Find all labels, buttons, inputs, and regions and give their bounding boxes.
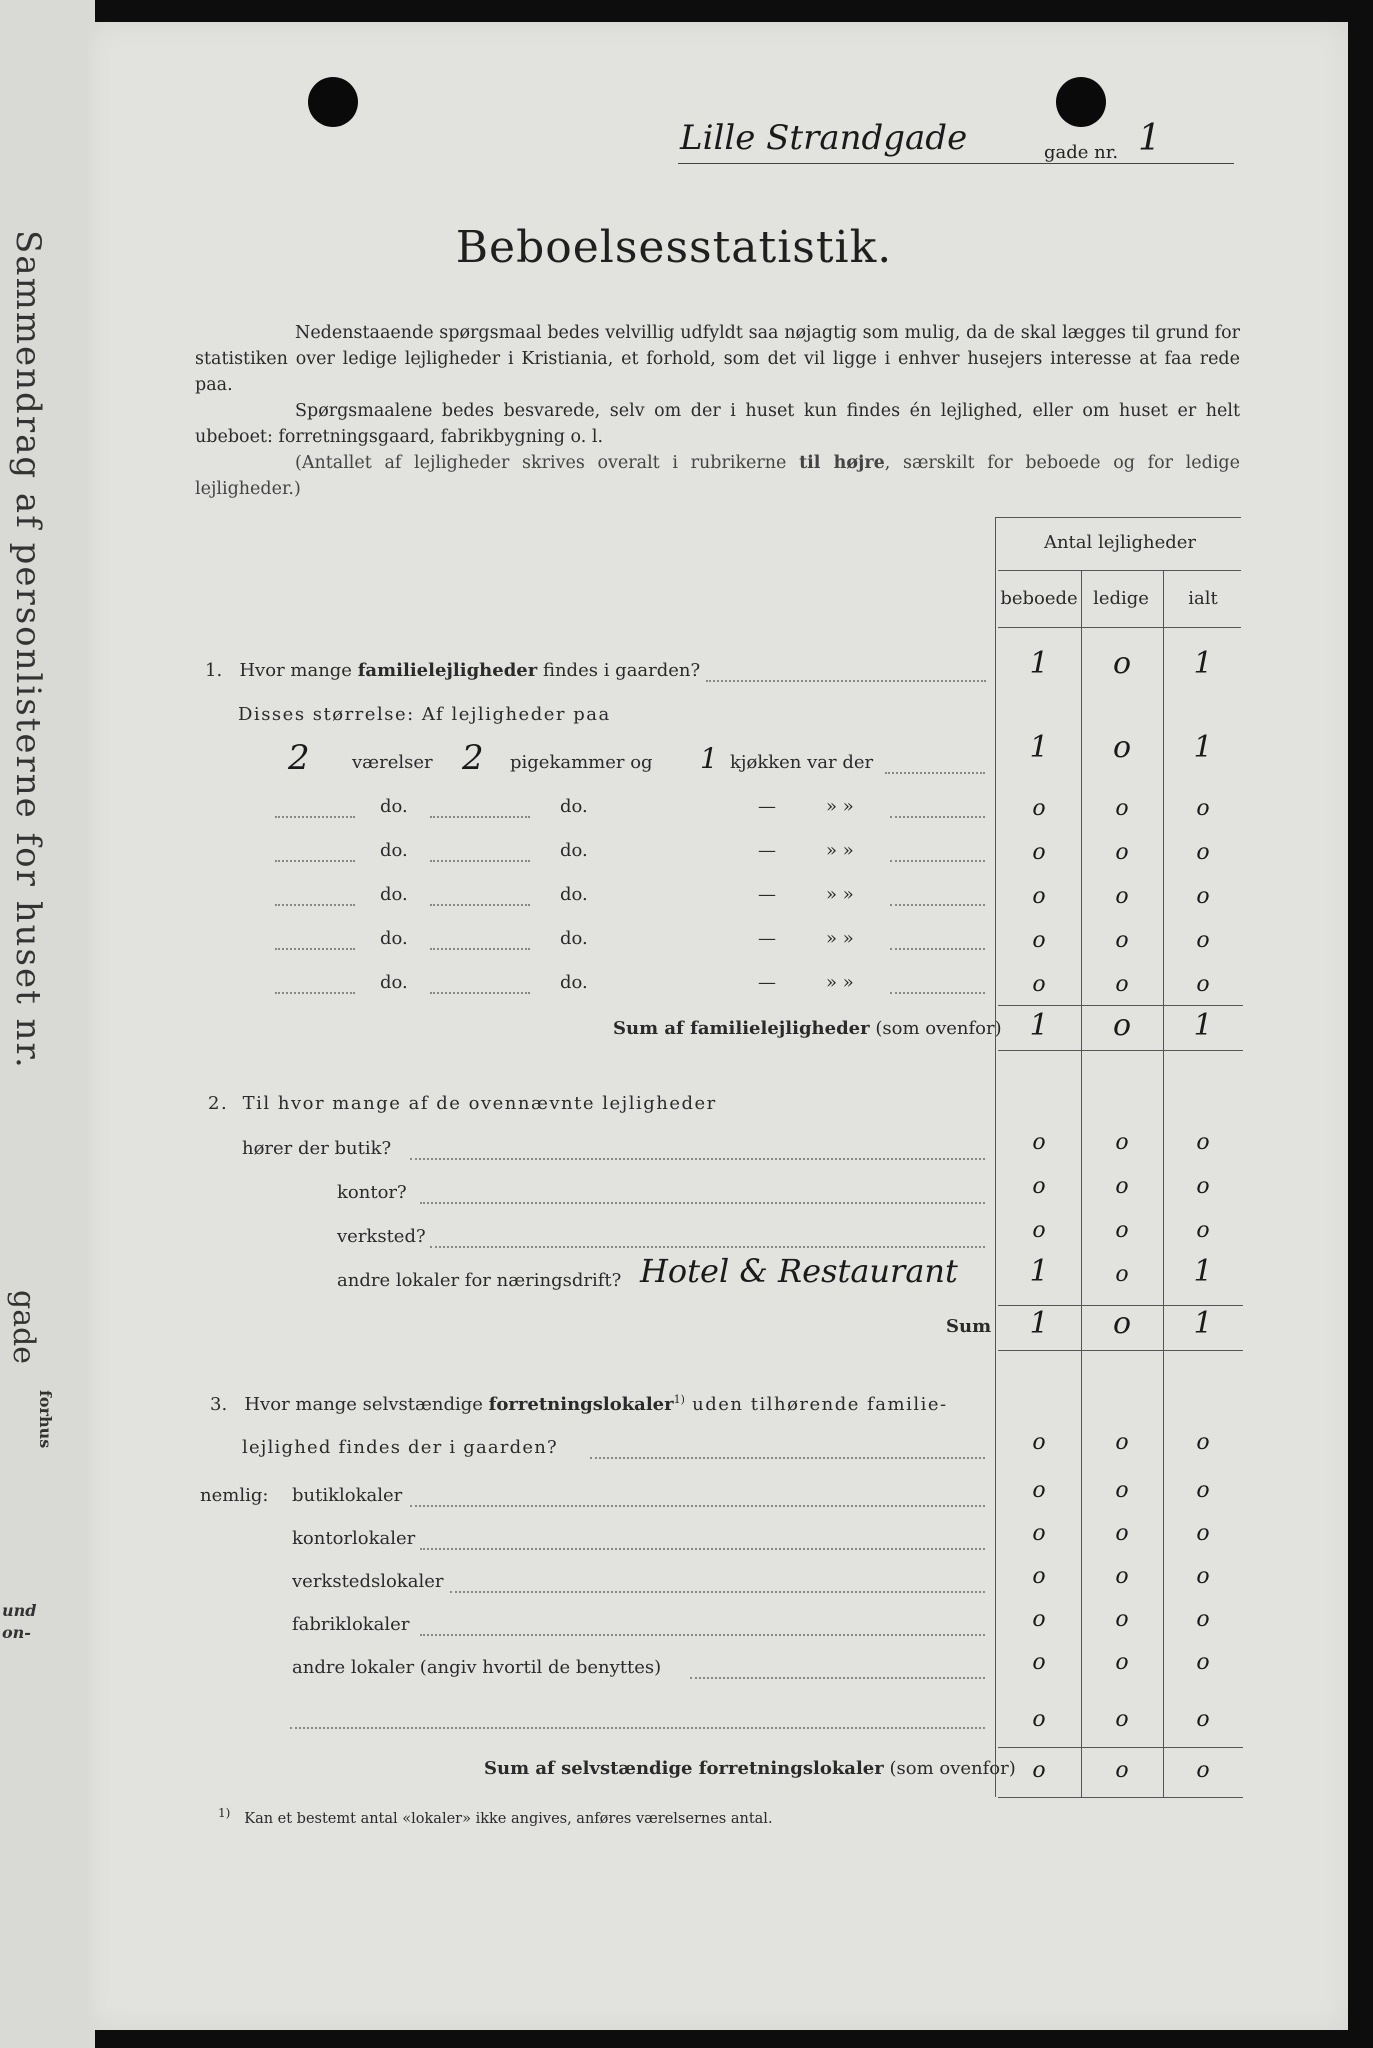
- s2-row-label: hører der butik?: [242, 1138, 392, 1159]
- s1-do-quote: » »: [826, 928, 854, 949]
- s1-do-dash: —: [758, 796, 776, 817]
- s1-sub-label: Disses størrelse: Af lejligheder paa: [238, 704, 611, 725]
- adjacent-page: [0, 0, 95, 2048]
- s1-do-blank-1: [275, 904, 355, 906]
- s1-row1-leader: [885, 772, 985, 774]
- s2-sum-label: Sum: [946, 1316, 992, 1337]
- s3-row-ialt: o: [1196, 1478, 1210, 1503]
- s2-row-ialt: o: [1196, 1130, 1210, 1155]
- street-line: [678, 163, 1234, 164]
- s1-do-beboede: o: [1032, 884, 1046, 909]
- s3-row-label: butiklokaler: [292, 1485, 403, 1506]
- s1-ialt: 1: [1193, 646, 1213, 681]
- s3-line2-ialt: o: [1196, 1430, 1210, 1455]
- s1-do-c1: do.: [380, 928, 408, 949]
- s1-do-beboede: o: [1032, 972, 1046, 997]
- s3-nemlig: nemlig:: [200, 1485, 269, 1506]
- s1-do-dash: —: [758, 840, 776, 861]
- s1-question: [205, 660, 700, 681]
- s3-line2-leader: [590, 1457, 985, 1459]
- s1-row1-ialt: 1: [1193, 730, 1213, 765]
- s1-do-blank-2: [430, 992, 530, 994]
- s1-do-blank-1: [275, 948, 355, 950]
- s1-do-dash: —: [758, 972, 776, 993]
- intro-paragraph-2: Spørgsmaalene bedes besvarede, selv om der i huset kun findes én lejlighed, eller om huset er helt ubeboet: forretningsgaard, fabrikbygning o. l.: [195, 401, 1240, 447]
- s3-row-beboede: o: [1032, 1564, 1046, 1589]
- s2-row-leader: [420, 1202, 985, 1204]
- footnote: [218, 1806, 773, 1827]
- s2-row-beboede: o: [1032, 1130, 1046, 1155]
- s1-do-ialt: o: [1196, 928, 1210, 953]
- s3-row-leader: [420, 1634, 985, 1636]
- table-top-rule: [995, 517, 1241, 518]
- table-left-rule: [995, 517, 996, 1797]
- s1-sum-ialt: 1: [1193, 1008, 1213, 1043]
- s1-do-c1: do.: [380, 796, 408, 817]
- s2-row-ledige: o: [1115, 1218, 1129, 1243]
- s2-row-ledige: o: [1115, 1174, 1129, 1199]
- s2-row-ledige: o: [1115, 1130, 1129, 1155]
- col-header-ialt: ialt: [1188, 588, 1218, 609]
- s1-do-leader: [890, 992, 985, 994]
- s2-row-label: kontor?: [337, 1182, 407, 1203]
- s3-sum-post: (som ovenfor): [883, 1758, 1016, 1779]
- s2-row-label: verksted?: [337, 1226, 426, 1247]
- s3-row-ledige: o: [1115, 1564, 1129, 1589]
- s1-do-c2: do.: [560, 884, 588, 905]
- s1-do-leader: [890, 904, 985, 906]
- s3-row-ialt: o: [1196, 1521, 1210, 1546]
- s1-do-blank-2: [430, 904, 530, 906]
- s1-do-c2: do.: [560, 928, 588, 949]
- s2-row-ledige: o: [1115, 1262, 1129, 1287]
- s3-sum-bold: Sum af selvstændige forretningslokaler: [484, 1758, 884, 1779]
- s1-do-leader: [890, 860, 985, 862]
- s2-sum-ledige: o: [1112, 1306, 1132, 1341]
- s1-do-ledige: o: [1115, 840, 1129, 865]
- s1-do-ialt: o: [1196, 884, 1210, 909]
- s1-do-blank-2: [430, 948, 530, 950]
- s1-sum-ledige: o: [1112, 1008, 1132, 1043]
- gade-nr-label: gade nr.: [1044, 142, 1119, 163]
- s1-do-blank-1: [275, 860, 355, 862]
- s1-do-ledige: o: [1115, 796, 1129, 821]
- s3-row-ledige: o: [1115, 1478, 1129, 1503]
- s3-extra-ialt: o: [1196, 1707, 1210, 1732]
- s1-do-ledige: o: [1115, 884, 1129, 909]
- table-col-rule-1: [1081, 570, 1082, 1797]
- s3-row-beboede: o: [1032, 1478, 1046, 1503]
- s3-row-beboede: o: [1032, 1521, 1046, 1546]
- table-col-rule-2: [1163, 570, 1164, 1797]
- s2-row-label: andre lokaler for næringsdrift?: [337, 1270, 622, 1291]
- s3-q-line2: lejlighed findes der i gaarden?: [242, 1437, 558, 1458]
- s2-q: Til hvor mange af de ovennævnte lejligheder: [242, 1093, 717, 1114]
- s1-sum-post: (som ovenfor): [869, 1018, 1002, 1039]
- s1-do-c1: do.: [380, 884, 408, 905]
- s3-num: 3.: [210, 1394, 228, 1415]
- s1-do-ledige: o: [1115, 972, 1129, 997]
- s3-question: [210, 1393, 948, 1415]
- col-header-beboede: beboede: [1000, 588, 1078, 609]
- s1-do-beboede: o: [1032, 796, 1046, 821]
- s1-do-c1: do.: [380, 972, 408, 993]
- s3-sum-ialt: o: [1196, 1758, 1210, 1783]
- s1-do-dash: —: [758, 884, 776, 905]
- s1-do-beboede: o: [1032, 928, 1046, 953]
- intro-p3-pre: (Antallet af lejligheder skrives overalt i rubrikerne: [295, 453, 800, 473]
- adjacent-page-vertical-text: Sammendrag af personlisterne for huset nr.: [8, 230, 48, 1070]
- s1-do-ialt: o: [1196, 840, 1210, 865]
- s3-row-ledige: o: [1115, 1607, 1129, 1632]
- s1-row1-vaerelser-label: værelser: [352, 752, 433, 773]
- s3-q-post: uden tilhørende familie-: [684, 1394, 948, 1415]
- s1-do-c2: do.: [560, 972, 588, 993]
- sum3-top-rule: [998, 1747, 1243, 1748]
- footnote-mark: 1): [218, 1806, 231, 1820]
- s2-sum-beboede: 1: [1029, 1306, 1049, 1341]
- s2-row-beboede: 1: [1029, 1254, 1049, 1289]
- s1-beboede: 1: [1029, 646, 1049, 681]
- s3-q-sup: 1): [673, 1393, 685, 1406]
- sum1-top-rule: [998, 1005, 1243, 1006]
- s2-sum-ialt: 1: [1193, 1306, 1213, 1341]
- col-header-ledige: ledige: [1093, 588, 1149, 609]
- s3-row-label: verkstedslokaler: [292, 1571, 444, 1592]
- s3-row-leader: [690, 1677, 985, 1679]
- s1-do-blank-2: [430, 816, 530, 818]
- punch-hole-left: [308, 77, 358, 127]
- s3-row-ialt: o: [1196, 1607, 1210, 1632]
- s1-row1-kjokken-label: kjøkken var der: [730, 752, 874, 773]
- s3-row-beboede: o: [1032, 1650, 1046, 1675]
- s3-sum-ledige: o: [1115, 1758, 1129, 1783]
- s3-line2-beboede: o: [1032, 1430, 1046, 1455]
- s1-q-post: findes i gaarden?: [537, 660, 701, 681]
- s1-num: 1.: [205, 660, 223, 681]
- s1-do-beboede: o: [1032, 840, 1046, 865]
- s3-row-label: andre lokaler (angiv hvortil de benyttes): [292, 1657, 662, 1678]
- intro-paragraph-3: [195, 450, 1240, 502]
- s1-do-ialt: o: [1196, 972, 1210, 997]
- s1-sum-beboede: 1: [1029, 1008, 1049, 1043]
- s3-extra-line: [290, 1727, 985, 1729]
- intro-paragraph-1: Nedenstaaende spørgsmaal bedes velvillig udfyldt saa nøjagtig som mulig, da de skal lægges til grund for statistiken over ledige lejligheder i Kristiania, et forhold, som det vil ligge i enhver husejers interesse at faa rede paa.: [195, 323, 1240, 395]
- s3-row-beboede: o: [1032, 1607, 1046, 1632]
- s3-line2-ledige: o: [1115, 1430, 1129, 1455]
- s1-do-leader: [890, 948, 985, 950]
- s1-do-blank-1: [275, 992, 355, 994]
- s1-do-ialt: o: [1196, 796, 1210, 821]
- street-name-handwritten: Lille Strandgade: [680, 118, 968, 158]
- s1-q-pre: Hvor mange: [239, 660, 358, 681]
- s1-do-ledige: o: [1115, 928, 1129, 953]
- punch-hole-right: [1056, 77, 1106, 127]
- s1-sum-bold: Sum af familielejligheder: [613, 1018, 870, 1039]
- s1-row1-vaerelser: 2: [288, 738, 310, 778]
- s1-row1-kjokken: 1: [700, 742, 718, 775]
- s3-sum-label: [484, 1758, 1016, 1779]
- s1-row1-pige: 2: [462, 738, 484, 778]
- s1-do-quote: » »: [826, 796, 854, 817]
- s1-do-quote: » »: [826, 840, 854, 861]
- s3-row-ialt: o: [1196, 1650, 1210, 1675]
- s3-row-leader: [410, 1505, 985, 1507]
- page-title: Beboelsesstatistik.: [455, 222, 893, 273]
- s3-q-pre: Hvor mange selvstændige: [244, 1394, 489, 1415]
- s3-extra-beboede: o: [1032, 1707, 1046, 1732]
- s2-row-leader: [430, 1246, 985, 1248]
- s1-do-quote: » »: [826, 972, 854, 993]
- s3-row-label: fabriklokaler: [292, 1614, 410, 1635]
- adjacent-page-fragment-1: und: [2, 1601, 37, 1620]
- s2-question: [208, 1093, 717, 1114]
- adjacent-page-forhus: forhus: [36, 1390, 55, 1449]
- adjacent-page-fragment-2: on-: [2, 1623, 31, 1642]
- footnote-text: Kan et bestemt antal «lokaler» ikke angives, anføres værelsernes antal.: [244, 1810, 773, 1827]
- s2-row-beboede: o: [1032, 1174, 1046, 1199]
- s3-extra-ledige: o: [1115, 1707, 1129, 1732]
- s3-row-leader: [450, 1591, 985, 1593]
- s1-row1-pige-label: pigekammer og: [510, 752, 653, 773]
- s2-row-ialt: 1: [1193, 1254, 1213, 1289]
- s1-do-leader: [890, 816, 985, 818]
- sum2-bottom-rule: [998, 1350, 1243, 1351]
- s1-do-c2: do.: [560, 840, 588, 861]
- s2-num: 2.: [208, 1093, 229, 1114]
- table-group-header: Antal lejligheder: [1043, 532, 1197, 553]
- s3-row-ialt: o: [1196, 1564, 1210, 1589]
- intro-p3-bold: til højre: [799, 453, 885, 473]
- s1-leader: [706, 680, 986, 682]
- s2-row-ialt: o: [1196, 1218, 1210, 1243]
- s1-do-c2: do.: [560, 796, 588, 817]
- s3-row-ledige: o: [1115, 1521, 1129, 1546]
- adjacent-page-gade: gade: [6, 1290, 41, 1365]
- s2-row-handwritten: Hotel & Restaurant: [640, 1252, 958, 1290]
- s1-do-c1: do.: [380, 840, 408, 861]
- sum3-bottom-rule: [998, 1797, 1243, 1798]
- s2-row-beboede: o: [1032, 1218, 1046, 1243]
- s3-q-bold: forretningslokaler: [488, 1394, 674, 1415]
- s3-row-ledige: o: [1115, 1650, 1129, 1675]
- s1-q-bold: familielejligheder: [357, 660, 538, 681]
- s2-row-ialt: o: [1196, 1174, 1210, 1199]
- adjacent-page-fragment: [2, 1600, 36, 1644]
- s2-row-leader: [410, 1158, 985, 1160]
- s3-row-label: kontorlokaler: [292, 1528, 416, 1549]
- s1-do-blank-1: [275, 816, 355, 818]
- s3-row-leader: [420, 1548, 985, 1550]
- s1-row1-ledige: o: [1112, 730, 1132, 765]
- table-header-rule: [998, 627, 1241, 628]
- sum1-bottom-rule: [998, 1050, 1243, 1051]
- s1-row1-beboede: 1: [1029, 730, 1049, 765]
- intro-p3-post: , særskilt for beboede og for ledige lejligheder.): [195, 453, 1240, 499]
- gade-nr-value: 1: [1138, 118, 1161, 159]
- s1-do-quote: » »: [826, 884, 854, 905]
- s1-do-dash: —: [758, 928, 776, 949]
- s1-do-blank-2: [430, 860, 530, 862]
- table-group-rule: [998, 570, 1241, 571]
- s3-sum-beboede: o: [1032, 1758, 1046, 1783]
- s1-ledige: o: [1112, 646, 1132, 681]
- s1-sum-label: [613, 1018, 1002, 1039]
